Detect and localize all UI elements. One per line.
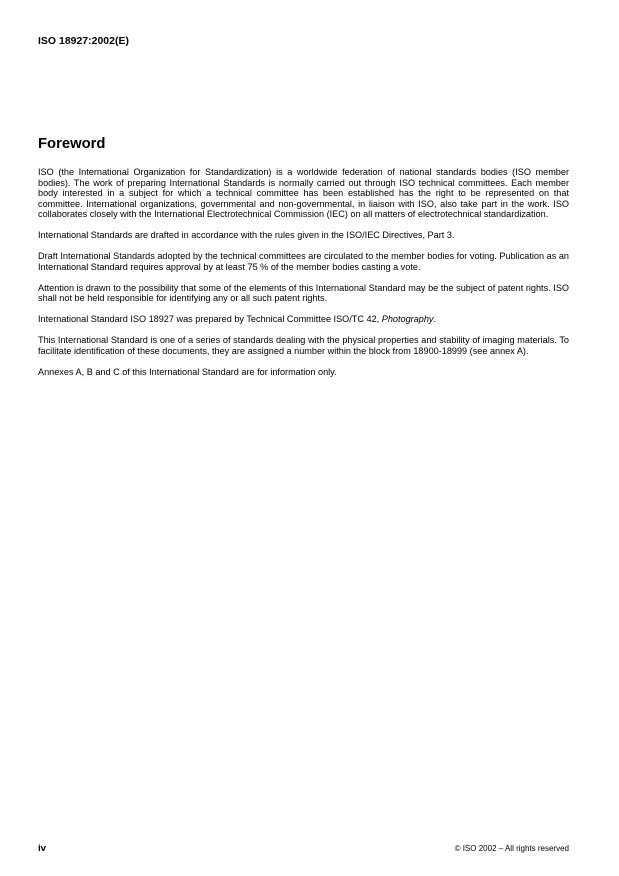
copyright-notice: © ISO 2002 – All rights reserved [454, 844, 569, 853]
paragraph-voting: Draft International Standards adopted by the technical committees are circulated to the member bodies for voting. Publication as an International Standard requires approval by at least 75 % of the member bodies casting a vote. [38, 251, 569, 272]
committee-end: . [433, 314, 437, 324]
section-heading: Foreword [38, 136, 106, 152]
foreword-body [38, 167, 569, 388]
page-number: iv [38, 843, 47, 854]
committee-title: Photography [381, 314, 434, 324]
paragraph-patent-rights: Attention is drawn to the possibility that some of the elements of this International Standard may be the subject of patent rights. ISO shall not be held responsible for identifying any or all such patent rights. [38, 282, 569, 303]
paragraph-iso-description: ISO (the International Organization for Standardization) is a worldwide federation of national standards bodies (ISO member bodies). The work of preparing International Standards is normally carried out through ISO technical committees. Each member body interested in a subject for which a technical committee has been established has the right to be represented on that committee. International organizations, governmental and non-governmental, in liaison with ISO, also take part in the work. ISO collaborates closely with the International Electrotechnical Commission (IEC) on all matters of electrotechnical standardization. [38, 167, 569, 219]
paragraph-committee [38, 314, 569, 325]
committee-text: International Standard ISO 18927 was prepared by Technical Committee ISO/TC 42, [38, 314, 382, 324]
paragraph-drafting-rules: International Standards are drafted in accordance with the rules given in the ISO/IEC Directives, Part 3. [38, 230, 455, 240]
document-id: ISO 18927:2002(E) [38, 36, 129, 47]
paragraph-annexes: Annexes A, B and C of this International Standard are for information only. [38, 366, 337, 377]
paragraph-series: This International Standard is one of a series of standards dealing with the physical properties and stability of imaging materials. To facilitate identification of these documents, they are assigned a number within the block from 18900-18999 (see annex A). [38, 335, 569, 356]
